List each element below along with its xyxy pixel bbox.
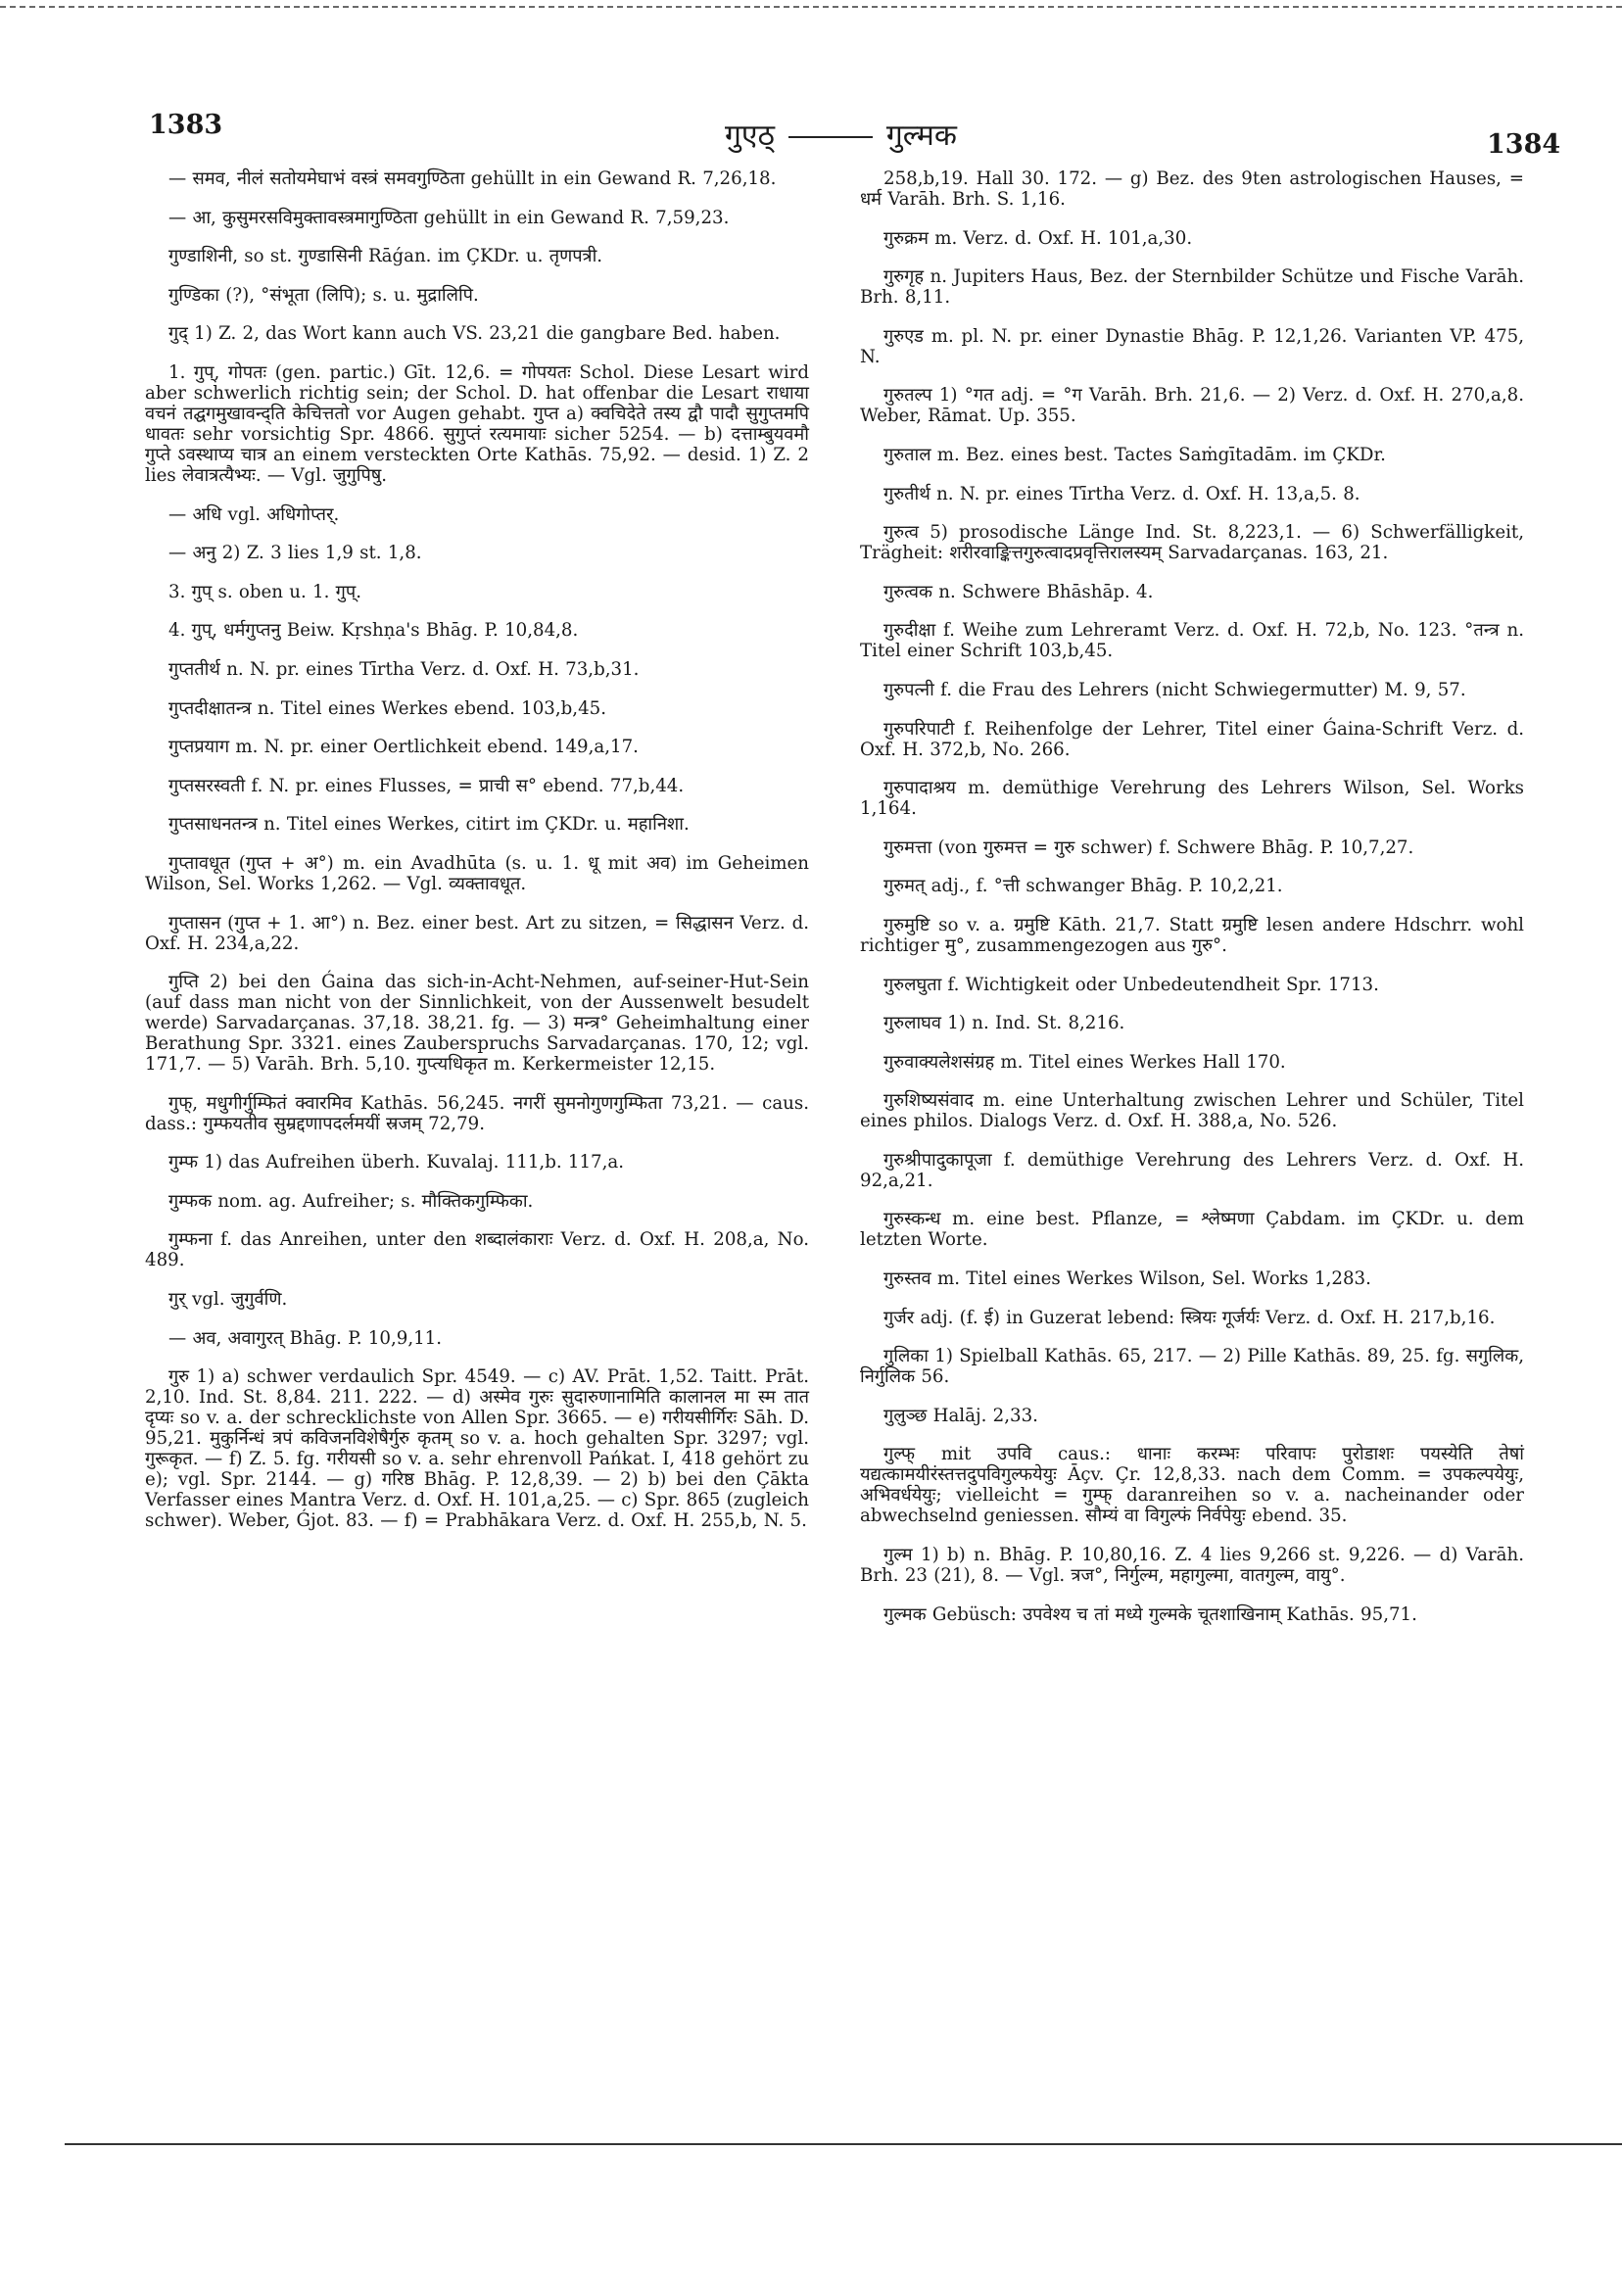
dictionary-entry: गुरुतल्प 1) °गत adj. = °ग Varāh. Brh. 21,6. — 2) Verz. d. Oxf. H. 270,a,8. Weber, Rāmat. Up. 355. — [860, 385, 1524, 427]
dictionary-entry: गुरुमुष्टि so v. a. ग्रमुष्टि Kāth. 21,7. Statt ग्रमुष्टि lesen andere Hdschrr. wohl richtiger मु°, zusammengezogen aus गुरु°. — [860, 914, 1524, 956]
dictionary-entry: गुरुस्तव m. Titel eines Werkes Wilson, Sel. Works 1,283. — [883, 1268, 1371, 1290]
dictionary-entry: गुप्तासन (गुप्त + 1. आ°) n. Bez. einer best. Art zu sitzen, = सिद्धासन Verz. d. Oxf. H. 234,a,22. — [145, 912, 809, 954]
dictionary-entry: — अव, अवागुरत् Bhāg. P. 10,9,11. — [168, 1327, 443, 1349]
dictionary-entry: गुप्तप्रयाग m. N. pr. einer Oertlichkeit ebend. 149,a,17. — [168, 737, 639, 758]
dictionary-entry: गुर्जर adj. (f. ई) in Guzerat lebend: स्त्रियः गूर्जर्यः Verz. d. Oxf. H. 217,b,16. — [883, 1307, 1496, 1328]
dictionary-entry: गुल्फ् mit उपवि caus.: धानाः करम्भः परिवापः पुरोडाशः पयस्येति तेषां यद्यत्कामयीरंस्तत्तदुपविगुल्फयेयुः Āçv. Çr. 12,8,33. nach dem Comm. = उपकल्पयेयुः, अभिवर्धयेयुः; vielleicht = गुम्फ् daranreihen so v. a. nacheinander oder abwechselnd geniessen. सौम्यं वा विगुल्फं निर्वपेयुः ebend. 35. — [860, 1444, 1524, 1527]
dictionary-entry: गुर् vgl. जुगुर्वणि. — [168, 1289, 288, 1311]
dictionary-entry: गुरुत्वक n. Schwere Bhāshāp. 4. — [883, 581, 1154, 602]
dictionary-entry: गुण्डिका (?), °संभूता (लिपि); s. u. मुद्रालिपि. — [168, 284, 479, 306]
dictionary-entry: गुल्म 1) b) n. Bhāg. P. 10,80,16. Z. 4 lies 9,266 st. 9,226. — d) Varāh. Brh. 23 (21), 8. — Vgl. त्रज°, निर्गुल्म, महागुल्मा, वातगुल्म, वायु°. — [860, 1545, 1524, 1587]
top-edge-rule — [0, 6, 1622, 8]
dictionary-entry: गुरुएड m. pl. N. pr. einer Dynastie Bhāg. P. 12,1,26. Varianten VP. 475, N. — [860, 325, 1524, 367]
dictionary-entry: 1. गुप्, गोपतः (gen. partic.) Gīt. 12,6. = गोपयतः Schol. Diese Lesart wird aber schwerlich richtig sein; der Schol. D. hat offenbar die Lesart राधाया वचनं तद्घगमुखावन्द्ति केचित्ततो vor Augen gehabt. गुप्त a) क्वचिदेते तस्य द्वौ पादौ सुगुप्तमपि धावतः sehr vorsichtig Spr. 4866. सुगुप्तं रत्यमायाः sicher 5254. — b) दत्ताम्बुयवमौ गुप्ते ऽवस्थाप्य चात्र an einem versteckten Orte Kathās. 75,92. — desid. 1) Z. 2 lies लेवात्रत्यैभ्यः. — Vgl. जुगुपिषु. — [145, 361, 809, 486]
dictionary-entry: गुप्तसाधनतन्त्र n. Titel eines Werkes, citirt im ÇKDr. u. महानिशा. — [168, 814, 690, 836]
header-dash — [788, 136, 873, 138]
dictionary-entry: गुरुताल m. Bez. eines best. Tactes Saṁgītadām. im ÇKDr. — [883, 444, 1386, 465]
dictionary-entry: गुद् 1) Z. 2, das Wort kann auch VS. 23,21 die gangbare Bed. haben. — [168, 323, 781, 345]
dictionary-entry: गुरुमत्ता (von गुरुमत्त = गुरु schwer) f. Schwere Bhāg. P. 10,7,27. — [883, 837, 1414, 858]
dictionary-entry: गुम्फ 1) das Aufreihen überh. Kuvalaj. 111,b. 117,a. — [168, 1152, 625, 1173]
page-number-right: 1384 — [1487, 129, 1561, 160]
dictionary-entry: 4. गुप्, धर्मगुप्तनु Beiw. Kṛshṇa's Bhāg. P. 10,84,8. — [168, 620, 579, 642]
page-number-left: 1383 — [149, 110, 223, 140]
dictionary-entry: गुरुक्रम m. Verz. d. Oxf. H. 101,a,30. — [883, 227, 1193, 249]
dictionary-entry: गुप्ततीर्थ n. N. pr. eines Tīrtha Verz. d. Oxf. H. 73,b,31. — [168, 658, 640, 680]
dictionary-entry: गुरुस्कन्ध m. eine best. Pflanze, = श्लेष्मणा Çabdam. im ÇKDr. u. dem letzten Worte. — [860, 1209, 1524, 1251]
dictionary-entry: 3. गुप् s. oben u. 1. गुप्. — [168, 581, 361, 602]
dictionary-entry: — समव, नीलं सतोयमेघाभं वस्त्रं समवगुण्ठिता gehüllt in ein Gewand R. 7,26,18. — [168, 168, 777, 189]
dictionary-entry: गुरुलाघव 1) n. Ind. St. 8,216. — [883, 1013, 1125, 1034]
dictionary-entry: गुण्डाशिनी, so st. गुण्डासिनी Rāǵan. im ÇKDr. u. तृणपत्री. — [168, 246, 603, 267]
dictionary-entry: गुरुमत् adj., f. °त्ती schwanger Bhāg. P. 10,2,21. — [883, 876, 1283, 897]
dictionary-entry: गुरुशिष्यसंवाद m. eine Unterhaltung zwischen Lehrer und Schüler, Titel eines philos. Dialogs Verz. d. Oxf. H. 388,a, No. 526. — [860, 1090, 1524, 1132]
dictionary-entry: गुलिका 1) Spielball Kathās. 65, 217. — 2) Pille Kathās. 89, 25. fg. सगुलिक, निर्गुलिक 56. — [860, 1346, 1524, 1388]
dictionary-entry: गुरुगृह n. Jupiters Haus, Bez. der Sternbilder Schütze und Fische Varāh. Brh. 8,11. — [860, 266, 1524, 309]
dictionary-entry: गुप्तावधूत (गुप्त + अ°) m. ein Avadhūta (s. u. 1. धू mit अव) im Geheimen Wilson, Sel. Works 1,262. — Vgl. व्यक्तावधूत. — [145, 852, 809, 894]
dictionary-entry: गुरुदीक्षा f. Weihe zum Lehreramt Verz. d. Oxf. H. 72,b, No. 123. °तन्त्र n. Titel einer Schrift 103,b,45. — [860, 620, 1524, 662]
dictionary-entry: गुलुञ्छ Halāj. 2,33. — [883, 1405, 1038, 1426]
dictionary-entry: — अनु 2) Z. 3 lies 1,9 st. 1,8. — [168, 543, 422, 564]
dictionary-entry: गुरु 1) a) schwer verdaulich Spr. 4549. — c) AV. Prāt. 1,52. Taitt. Prāt. 2,10. Ind. St. 8,84. 211. 222. — d) अस्मेव गुरुः सुदारुणानामिति कालानल मा स्म तात दृप्यः so v. a. der schrecklichste von Allen Spr. 3665. — e) गरीयसीर्गिरः Sāh. D. 95,21. मुकुर्निन्धं त्रपं कविजनविशेषैर्गुरु कृतम् so v. a. hoch gehalten Spr. 3297; vgl. गुरूकृत. — f) Z. 5. fg. गरीयसी so v. a. sehr ehrenvoll Pańkat. I, 418 gehört zu e); vgl. Spr. 2144. — g) गरिष्ठ Bhāg. P. 12,8,39. — 2) b) bei den Çākta Verfasser eines Mantra Verz. d. Oxf. H. 101,a,25. — c) Spr. 865 (zugleich schwer). Weber, Ǵjot. 83. — f) = Prabhākara Verz. d. Oxf. H. 255,b, N. 5. — [145, 1366, 809, 1532]
dictionary-entry: 258,b,19. Hall 30. 172. — g) Bez. des 9ten astrologischen Hauses, = धर्म Varāh. Brh. S. 1,16. — [860, 168, 1524, 210]
bottom-rule — [65, 2143, 1622, 2145]
dictionary-entry: गुरुत्व 5) prosodische Länge Ind. St. 8,223,1. — 6) Schwerfälligkeit, Trägheit: शरीरवाङ्कित्तगुरुत्वादप्रवृत्तिरालस्यम् Sarvadarçanas. 163, 21. — [860, 522, 1524, 564]
dictionary-entry: गुप्ति 2) bei den Ǵaina das sich-in-Acht-Nehmen, auf-seiner-Hut-Sein (auf dass man nicht von der Sinnlichkeit, von der Aussenwelt besudelt werde) Sarvadarçanas. 37,18. 38,21. fg. — 3) मन्त्र° Geheimhaltung einer Berathung Spr. 3321. eines Zauberspruchs Sarvadarçanas. 170, 12; vgl. 171,7. — 5) Varāh. Brh. 5,10. गुप्त्यधिकृत m. Kerkermeister 12,15. — [145, 972, 809, 1076]
dictionary-entry: गुम्फक nom. ag. Aufreiher; s. मौक्तिकगुम्फिका. — [168, 1190, 534, 1212]
dictionary-entry: गुरुपत्नी f. die Frau des Lehrers (nicht Schwiegermutter) M. 9, 57. — [883, 679, 1466, 700]
dictionary-entry: गुरुश्रीपादुकापूजा f. demüthige Verehrung des Lehrers Verz. d. Oxf. H. 92,a,21. — [860, 1149, 1524, 1191]
headword-left: गुएठ् — [725, 119, 775, 153]
dictionary-entry: गुरुलघुता f. Wichtigkeit oder Unbedeutendheit Spr. 1713. — [883, 974, 1379, 995]
headword-right: गुल्मक — [885, 119, 957, 153]
left-column — [145, 168, 809, 1550]
right-column — [860, 168, 1524, 1643]
dictionary-entry: गुरुतीर्थ n. N. pr. eines Tīrtha Verz. d. Oxf. H. 13,a,5. 8. — [883, 483, 1360, 504]
dictionary-entry: गुम्फना f. das Anreihen, unter den शब्दालंकाराः Verz. d. Oxf. H. 208,a, No. 489. — [145, 1229, 809, 1271]
dictionary-entry: — अधि vgl. अधिगोप्तर्. — [168, 503, 340, 525]
dictionary-entry: गुरुवाक्यलेशसंग्रह m. Titel eines Werkes Hall 170. — [883, 1051, 1286, 1073]
dictionary-entry: गुल्मक Gebüsch: उपवेश्य च तां मध्ये गुल्मके चूतशाखिनाम् Kathās. 95,71. — [883, 1603, 1417, 1625]
dictionary-entry: — आ, कुसुमरसविमुक्तावस्त्रमागुण्ठिता gehüllt in ein Gewand R. 7,59,23. — [168, 207, 730, 228]
running-header — [725, 114, 957, 154]
dictionary-entry: गुफ्, मधुगीर्गुम्फितं क्वारमिव Kathās. 56,245. नगरीं सुमनोगुणगुम्फिता 73,21. — caus. dass.: गुम्फयतीव सुम्रद्दणापदर्लमयीं स्रजम् 72,79. — [145, 1092, 809, 1134]
dictionary-entry: गुरुपरिपाटी f. Reihenfolge der Lehrer, Titel einer Ǵaina-Schrift Verz. d. Oxf. H. 372,b, No. 266. — [860, 718, 1524, 760]
dictionary-entry: गुप्तदीक्षातन्त्र n. Titel eines Werkes ebend. 103,b,45. — [168, 697, 606, 719]
dictionary-entry: गुरुपादाश्रय m. demüthige Verehrung des Lehrers Wilson, Sel. Works 1,164. — [860, 778, 1524, 820]
dictionary-entry: गुप्तसरस्वती f. N. pr. eines Flusses, = प्राची स° ebend. 77,b,44. — [168, 775, 685, 796]
